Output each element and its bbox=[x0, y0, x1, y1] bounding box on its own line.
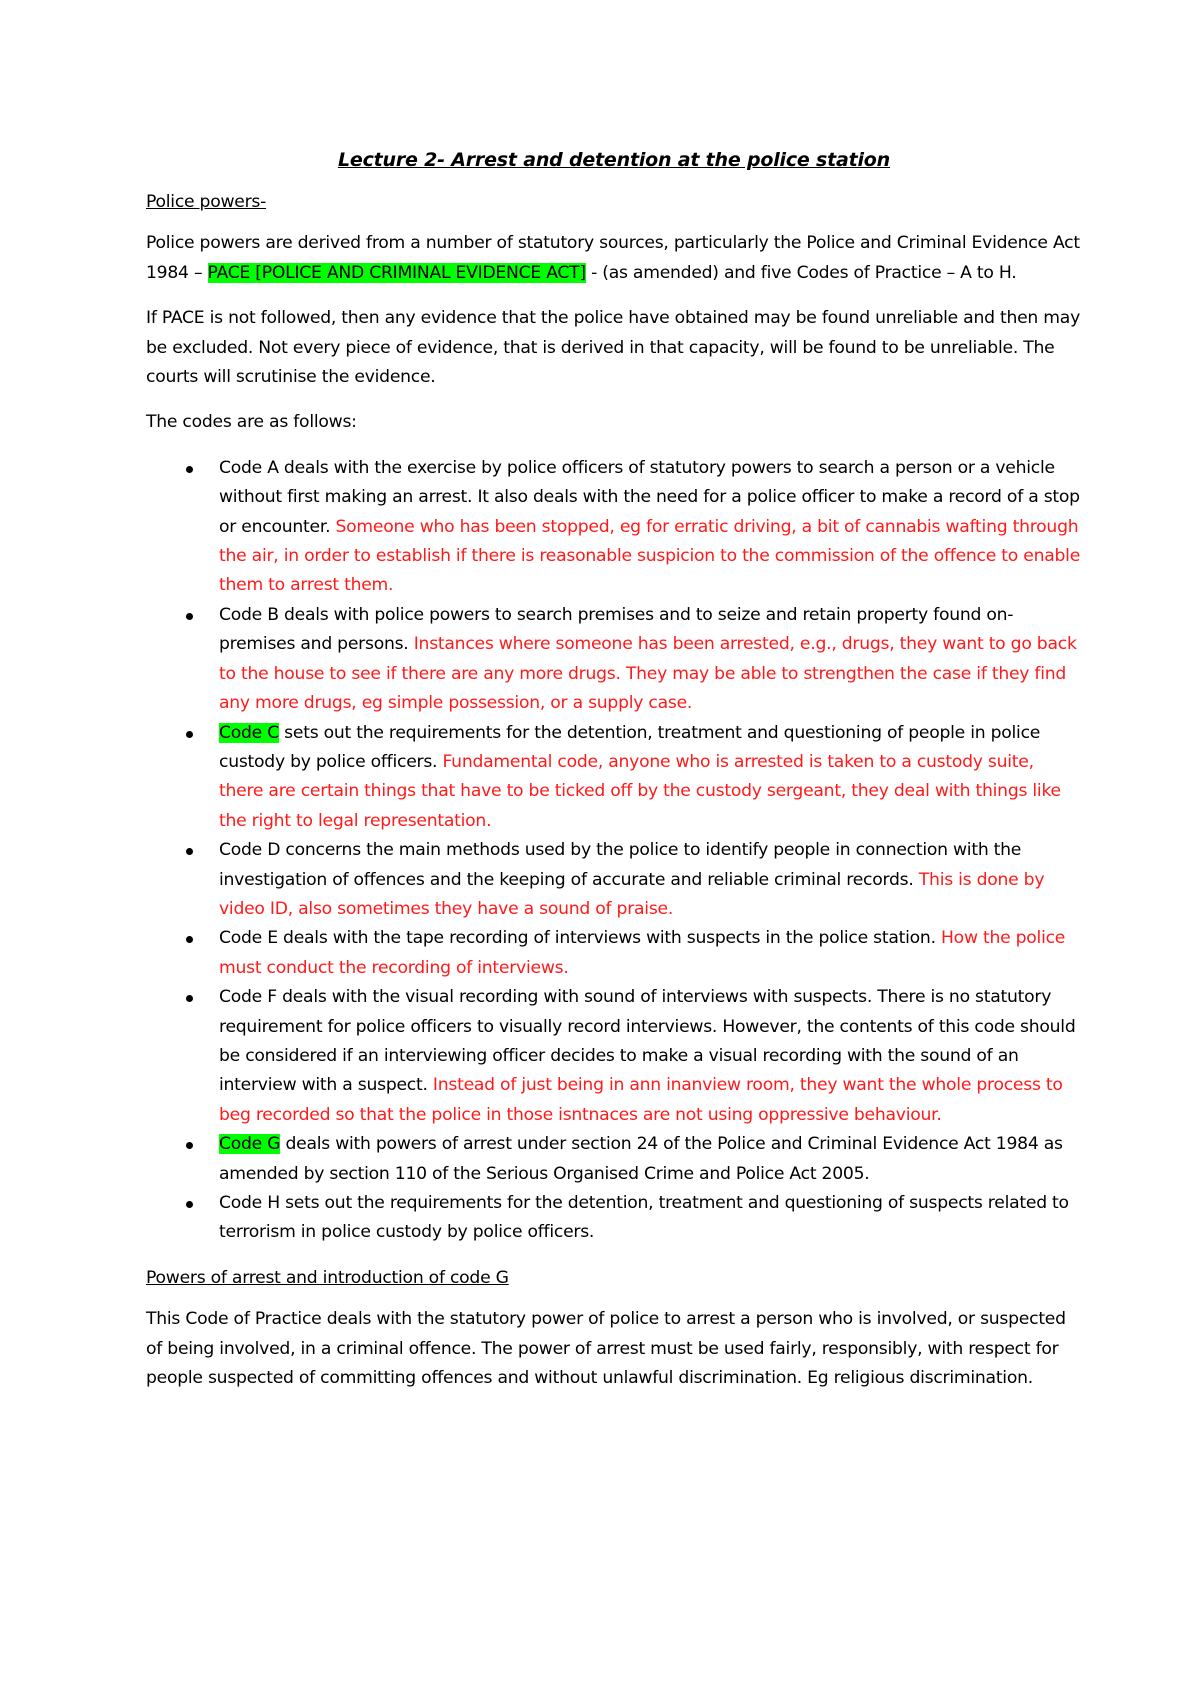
bullet-icon bbox=[186, 848, 193, 855]
paragraph-pace-evidence: If PACE is not followed, then any evidence that the police have obtained may be found unreliable and then may be excluded. Not every piece of evidence, that is derived in that capacity, will be found to be unreliable. The courts will scrutinise the evidence. bbox=[146, 308, 1080, 388]
code-note: Fundamental code, anyone who is arrested is taken to a custody suite, there are certain things that have to be ticked off by the custody sergeant, they deal with things like the right to legal representation. bbox=[219, 751, 1061, 831]
list-item-code-d bbox=[146, 836, 1082, 924]
list-item-code-b bbox=[146, 601, 1082, 719]
bullet-icon bbox=[186, 1142, 193, 1149]
code-text: Code E deals with the tape recording of interviews with suspects in the police station. bbox=[219, 928, 941, 949]
paragraph-codes-intro: The codes are as follows: bbox=[146, 412, 357, 433]
bullet-icon bbox=[186, 995, 193, 1002]
list-item-code-a bbox=[146, 454, 1082, 601]
bullet-icon bbox=[186, 936, 193, 943]
bullet-icon bbox=[186, 613, 193, 620]
section-heading-police-powers: Police powers- bbox=[146, 192, 267, 212]
highlighted-code-label: Code G bbox=[219, 1134, 281, 1155]
code-note: How the police must conduct the recording of interviews. bbox=[219, 928, 1066, 978]
list-item-code-h bbox=[146, 1189, 1082, 1248]
code-note: This is done by video ID, also sometimes they have a sound of praise. bbox=[219, 869, 1045, 919]
code-text: deals with powers of arrest under section 24 of the Police and Criminal Evidence Act 1984 as amended by section 110 of the Serious Organised Crime and Police Act 2005. bbox=[219, 1134, 1063, 1184]
paragraph-statutory-sources bbox=[146, 229, 1082, 288]
paragraph-text: Police powers are derived from a number of statutory sources, particularly the Police and Criminal Evidence Act 1984 – bbox=[146, 233, 1080, 283]
bullet-icon bbox=[186, 466, 193, 473]
code-text: Code H sets out the requirements for the detention, treatment and questioning of suspects related to terrorism in police custody by police officers. bbox=[219, 1193, 1069, 1243]
section-heading-powers-of-arrest: Powers of arrest and introduction of code G bbox=[146, 1267, 509, 1288]
highlighted-pace: PACE [POLICE AND CRIMINAL EVIDENCE ACT] bbox=[207, 262, 586, 283]
page-title: Lecture 2- Arrest and detention at the police station bbox=[338, 149, 890, 171]
code-text: Code D concerns the main methods used by the police to identify people in connection with the investigation of offences and the keeping of accurate and reliable criminal records. bbox=[219, 840, 1022, 890]
list-item-code-e bbox=[146, 924, 1082, 983]
code-text: Code A deals with the exercise by police officers of statutory powers to search a person or a vehicle without first making an arrest. It also deals with the need for a police officer to make a record of a stop or encounter. bbox=[219, 457, 1080, 537]
code-note: Instead of just being in ann inanview room, they want the whole process to beg recorded so that the police in those isntnaces are not using oppressive behaviour. bbox=[219, 1075, 1063, 1125]
paragraph-text: - (as amended) and five Codes of Practice – A to H. bbox=[585, 262, 1017, 283]
code-note: Instances where someone has been arrested, e.g., drugs, they want to go back to the house to see if there are any more drugs. They may be able to strengthen the case if they find any more drugs, eg simple possession, or a supply case. bbox=[219, 634, 1077, 714]
list-item-code-g bbox=[146, 1130, 1082, 1189]
highlighted-code-label: Code C bbox=[219, 722, 279, 743]
code-note: Someone who has been stopped, eg for erratic driving, a bit of cannabis wafting through the air, in order to establish if there is reasonable suspicion to the commission of the offence to enable them to arrest them. bbox=[219, 516, 1081, 596]
codes-list bbox=[146, 454, 1082, 1248]
code-text: Code B deals with police powers to search premises and to seize and retain property found on-premises and persons. bbox=[219, 604, 1014, 655]
bullet-icon bbox=[186, 731, 193, 738]
list-item-code-c bbox=[146, 719, 1082, 837]
code-text: Code F deals with the visual recording with sound of interviews with suspects. There is no statutory requirement for police officers to visually record interviews. However, the contents of this code should be considered if an interviewing officer decides to make a visual recording with the sound of an interview with a suspect. bbox=[219, 987, 1076, 1096]
paragraph-code-g-intro: This Code of Practice deals with the statutory power of police to arrest a person who is involved, or suspected of being involved, in a criminal offence. The power of arrest must be used fairly, responsibly, with respect for people suspected of committing offences and without unlawful discrimination. Eg religious discrimination. bbox=[146, 1309, 1066, 1389]
code-text: sets out the requirements for the detention, treatment and questioning of people in police custody by police officers. bbox=[219, 722, 1041, 772]
bullet-icon bbox=[186, 1201, 193, 1208]
list-item-code-f bbox=[146, 983, 1082, 1130]
